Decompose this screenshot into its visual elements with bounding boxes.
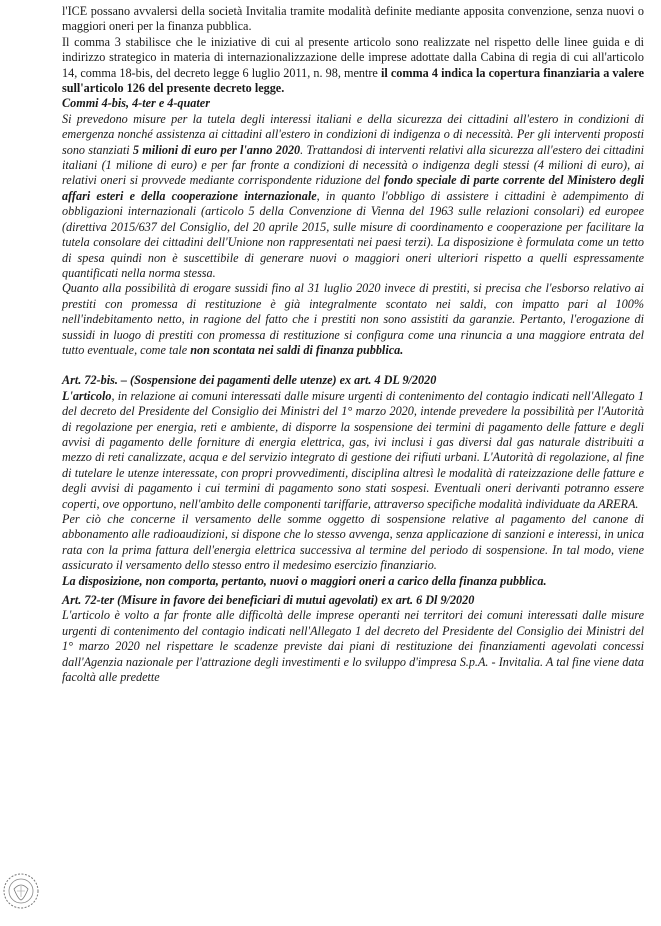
section-heading-commi-4: Commi 4-bis, 4-ter e 4-quater — [62, 96, 210, 111]
paragraph-tutela-cittadini: Si prevedono misure per la tutela degli interessi italiani e della sicurezza dei cittadini all'estero in condizioni di emergenza nonché assistenza ai cittadini all'estero in condizioni di indigenza o di necessità. Per gli interventi proposti sono stanziati 5 milioni di euro per l'anno 2020. Trattandosi di interventi relativi alla sicurezza all'estero dei cittadini italiani (1 milione di euro) e per far fronte a condizioni di necessità o indigenza degli stessi (4 milioni di euro), ai relativi oneri si provvede mediante corrispondente riduzione del fondo speciale di parte corrente del Ministero degli affari esteri e della cooperazione internazionale, in quanto l'obbligo di assistere i cittadini è adempimento di obbligazioni internazionali (articolo 5 della Convenzione di Vienna del 1963 sulle relazioni consolari) ed europee (direttiva 2015/637 del Consiglio, del 20 aprile 2015, sulle misure di coordinamento e cooperazione per facilitare la tutela consolare dei cittadini dell'Unione non rappresentati nei paesi terzi). La disposizione è formulata come un tetto di spesa quindi non è suscettibile di generare nuovi o maggiori oneri ulteriori rispetto a quelli espressamente quantificati nella norma stessa. — [62, 111, 644, 280]
paragraph-ice-convention: l'ICE possano avvalersi della società Invitalia tramite modalità definite mediante apposita convenzione, senza nuovi o maggiori oneri per la finanza pubblica. — [62, 4, 644, 34]
paragraph-articolo-72-ter: L'articolo è volto a far fronte alle difficoltà delle imprese operanti nei territori dei comuni interessati dalle misure urgenti di contenimento del contagio indicati nell'Allegato 1 del decreto del Presidente del Consiglio dei Ministri del 1° marzo 2020 nel rispettare le scadenze previste dai piani di restituzione dei finanziamenti agevolati concessi dall'Agenzia nazionale per l'attrazione degli investimenti e lo sviluppo d'impresa S.p.A. - Invitalia. A tal fine viene data facoltà alle predette — [62, 608, 644, 685]
paragraph-articolo-72-bis: L'articolo, in relazione ai comuni interessati dalle misure urgenti di contenimento del contagio indicati nell'Allegato 1 del decreto del Presidente del Consiglio dei Ministri del 1° marzo 2020, intende prevedere la possibilità per l'Autorità di regolazione per energia, reti e ambiente, di disporre la sospensione dei termini di pagamento delle fatture e degli avvisi di pagamento delle forniture di energia elettrica, gas, ivi inclusi i gas diversi dal gas naturale distribuiti a mezzo di reti canalizzate, acqua e del servizio integrato di gestione dei rifiuti urbani. L'Autorità di regolazione, al fine di tutelare le utenze interessate, con propri provvedimenti, disciplina altresì le modalità di rateizzazione delle fatture e degli avvisi di pagamento i cui termini di pagamento sono stati sospesi. Eventuali oneri derivanti potranno essere coperti, ove opportuno, nell'ambito delle componenti tariffarie, attraverso specifiche modalità individuate da ARERA. — [62, 388, 644, 511]
paragraph-no-oneri: La disposizione, non comporta, pertanto, nuovi o maggiori oneri a carico della finanza pubblica. — [62, 573, 547, 588]
paragraph-canone-radioaudizioni: Per ciò che concerne il versamento delle somme oggetto di sospensione relative al pagamento del canone di abbonamento alle radioaudizioni, si dispone che lo stesso avvenga, senza applicazione di sanzioni e interessi, in unica rata con la prima fattura dell'energia elettrica successiva al termine del periodo di sospensione. In tal modo, viene assicurato il versamento dello stesso entro il medesimo esercizio finanziario. — [62, 512, 644, 573]
section-heading-art-72-bis: Art. 72-bis. – (Sospensione dei pagamenti delle utenze) ex art. 4 DL 9/2020 — [62, 373, 437, 388]
document-body — [62, 4, 644, 685]
section-heading-art-72-ter: Art. 72-ter (Misure in favore dei beneficiari di mutui agevolati) ex art. 6 Dl 9/2020 — [62, 593, 475, 608]
paragraph-sussidi: Quanto alla possibilità di erogare sussidi fino al 31 luglio 2020 invece di prestiti, si precisa che l'esborso relativo ai prestiti con promessa di restituzione è già integralmente scontato nei saldi, con impatto pari al 100% nell'indebitamento netto, in ragione del fatto che i prestiti non sono assistiti da garanzie. Pertanto, l'erogazione di sussidi in luogo di prestiti con promessa di restituzione si configura come una rinuncia a una maggiore entrata del tutto eventuale, come tale non scontata nei saldi di finanza pubblica. — [62, 281, 644, 357]
paragraph-comma-3: Il comma 3 stabilisce che le iniziative di cui al presente articolo sono realizzate nel rispetto delle linee guida e di indirizzo strategico in materia di internazionalizzazione delle imprese adottate dalla Cabina di regia di cui all'articolo 14, comma 18-bis, del decreto legge 6 luglio 2011, n. 98, mentre il comma 4 indica la copertura finanziaria a valere sull'articolo 126 del presente decreto legge. — [62, 34, 644, 96]
official-seal-icon — [2, 872, 40, 910]
spacer — [62, 358, 644, 373]
